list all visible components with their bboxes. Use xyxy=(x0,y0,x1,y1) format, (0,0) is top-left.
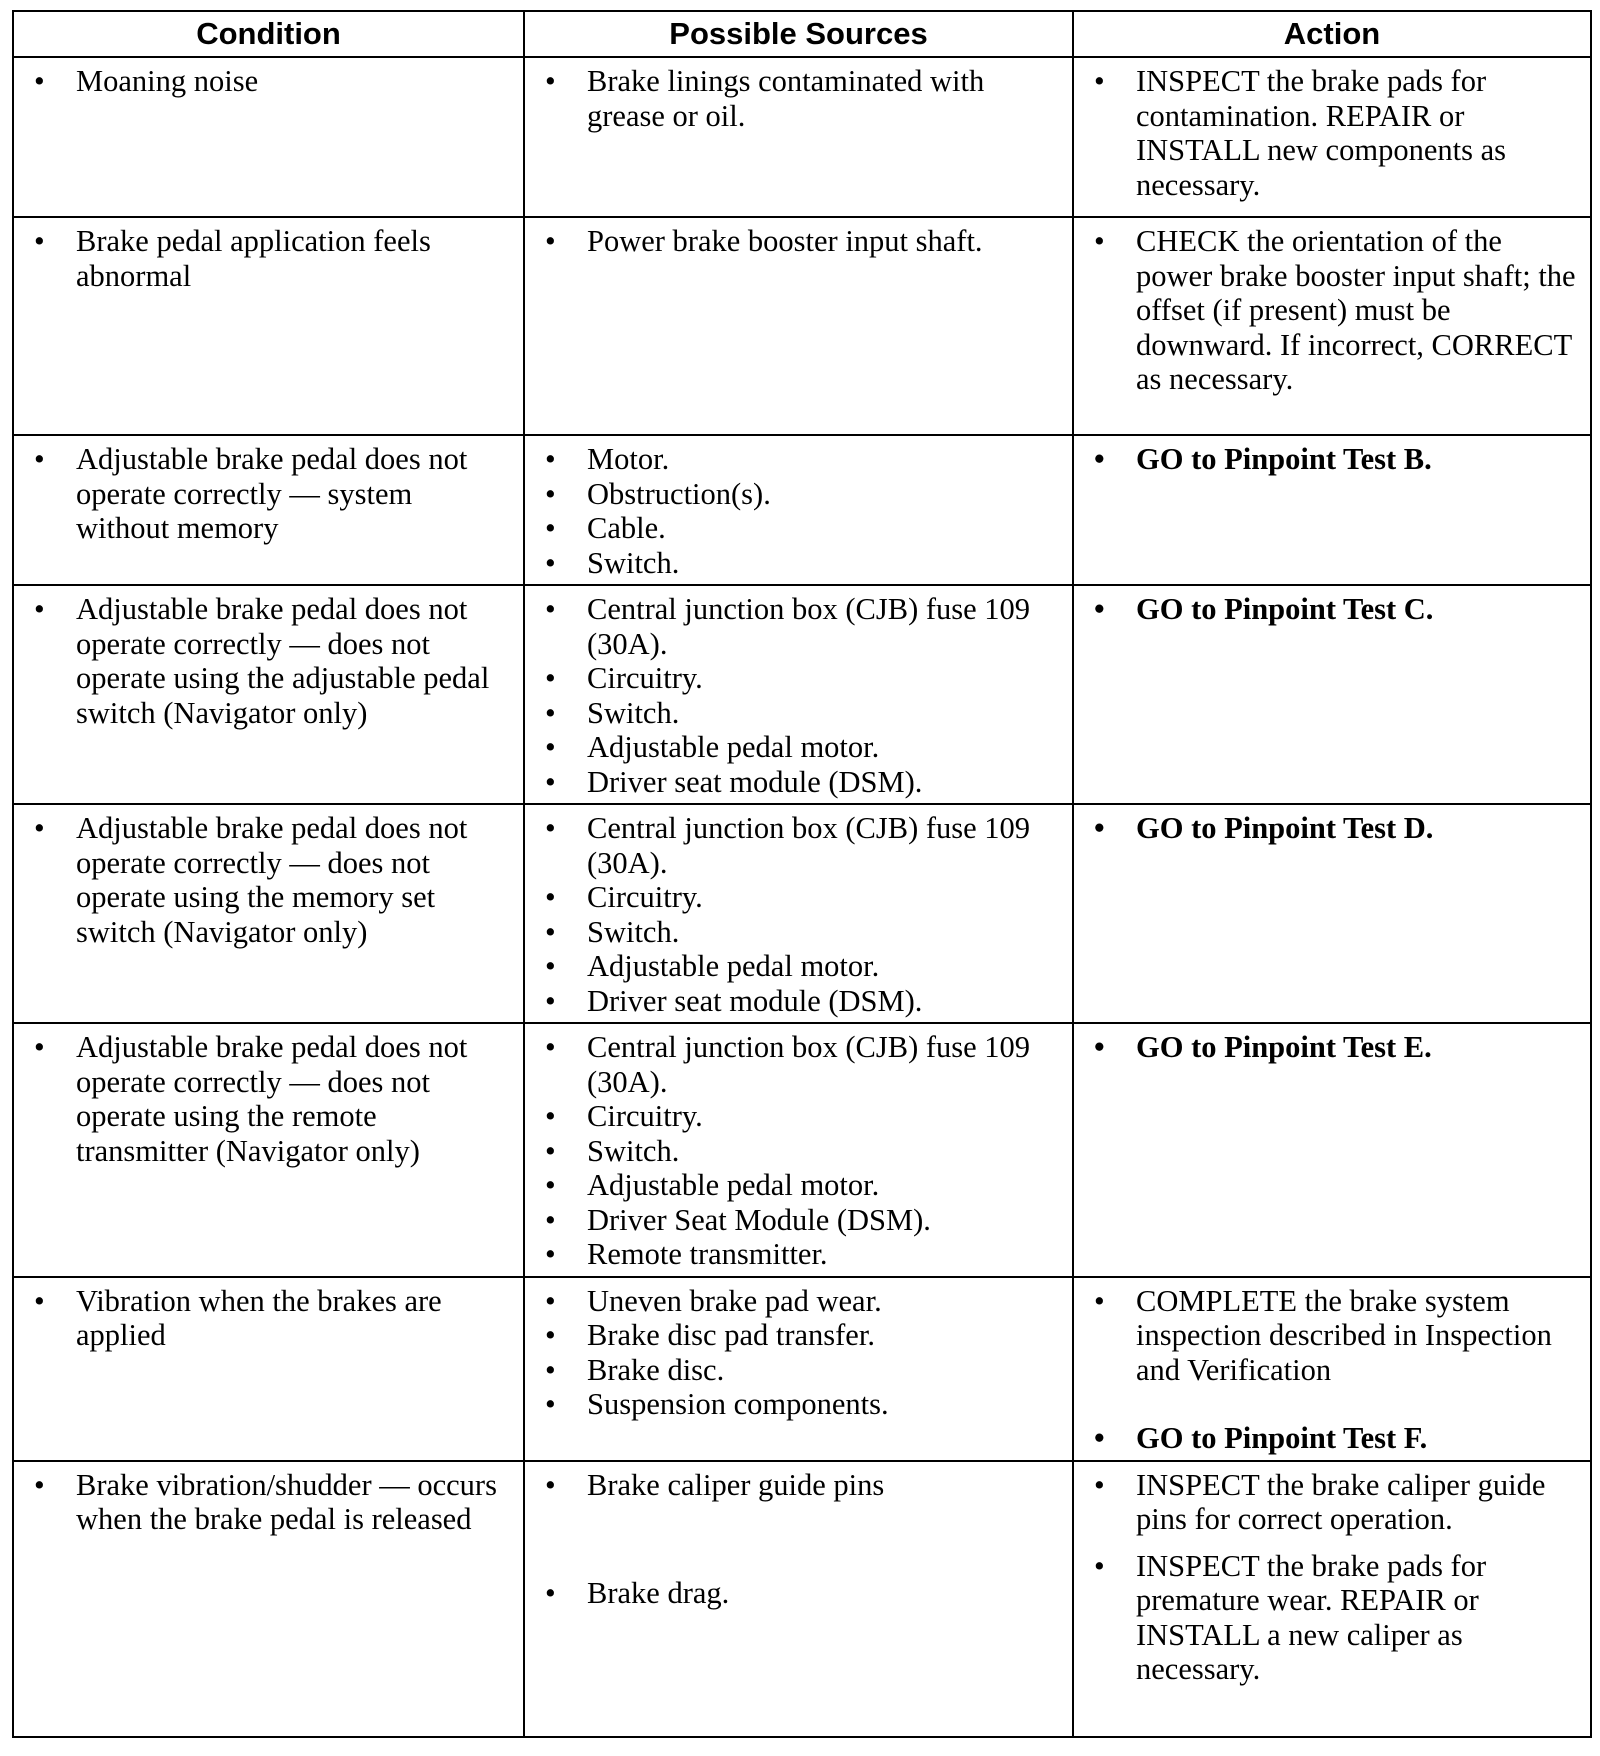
list-item: • Adjustable pedal motor. xyxy=(539,1168,1062,1203)
list-item: • Brake vibration/shudder — occurs when the brake pedal is released xyxy=(28,1468,513,1537)
header-action: Action xyxy=(1073,11,1591,57)
sources-cell xyxy=(524,804,1073,1023)
list-item: • Adjustable brake pedal does not operate correctly — system without memory xyxy=(28,442,513,546)
condition-cell xyxy=(13,804,524,1023)
table-row xyxy=(13,804,1591,1023)
header-possible-sources: Possible Sources xyxy=(524,11,1073,57)
list-item: • Brake drag. xyxy=(539,1576,1062,1611)
sources-cell xyxy=(524,57,1073,217)
list-item: • Motor. xyxy=(539,442,1062,477)
condition-cell xyxy=(13,57,524,217)
sources-cell xyxy=(524,1023,1073,1277)
list-item: • Circuitry. xyxy=(539,880,1062,915)
table-row xyxy=(13,585,1591,804)
list-item: • Circuitry. xyxy=(539,661,1062,696)
list-item: • Brake pedal application feels abnormal xyxy=(28,224,513,293)
table-header-row xyxy=(13,11,1591,57)
list-item: • Central junction box (CJB) fuse 109 (30A). xyxy=(539,1030,1062,1099)
list-item: • Driver Seat Module (DSM). xyxy=(539,1203,1062,1238)
list-item: • Switch. xyxy=(539,696,1062,731)
list-item: • Central junction box (CJB) fuse 109 (30A). xyxy=(539,592,1062,661)
list-item: • Moaning noise xyxy=(28,64,513,99)
condition-cell xyxy=(13,435,524,585)
list-item: • Central junction box (CJB) fuse 109 (30A). xyxy=(539,811,1062,880)
list-item: • Adjustable brake pedal does not operate correctly — does not operate using the adjustable pedal switch (Navigator only) xyxy=(28,592,513,730)
table-row xyxy=(13,435,1591,585)
condition-cell xyxy=(13,1023,524,1277)
list-item: • Brake linings contaminated with grease or oil. xyxy=(539,64,1062,133)
list-item: • Adjustable brake pedal does not operate correctly — does not operate using the memory set switch (Navigator only) xyxy=(28,811,513,949)
header-condition: Condition xyxy=(13,11,524,57)
list-item: • Driver seat module (DSM). xyxy=(539,765,1062,800)
action-cell xyxy=(1073,1277,1591,1461)
list-item: • Vibration when the brakes are applied xyxy=(28,1284,513,1353)
symptom-chart-table xyxy=(12,10,1592,1738)
action-cell xyxy=(1073,585,1591,804)
table-row xyxy=(13,1277,1591,1461)
table-row xyxy=(13,217,1591,435)
condition-cell xyxy=(13,1461,524,1737)
list-item: • Switch. xyxy=(539,1134,1062,1169)
list-item: • INSPECT the brake caliper guide pins for correct operation. xyxy=(1088,1468,1580,1537)
list-item: • Adjustable pedal motor. xyxy=(539,949,1062,984)
condition-cell xyxy=(13,1277,524,1461)
action-cell xyxy=(1073,1023,1591,1277)
list-item: • CHECK the orientation of the power brake booster input shaft; the offset (if present) must be downward. If incorrect, CORRECT as necessary. xyxy=(1088,224,1580,397)
action-cell xyxy=(1073,1461,1591,1737)
sources-cell xyxy=(524,435,1073,585)
list-item: • Brake disc pad transfer. xyxy=(539,1318,1062,1353)
condition-cell xyxy=(13,585,524,804)
list-item: • Cable. xyxy=(539,511,1062,546)
list-item: • Obstruction(s). xyxy=(539,477,1062,512)
table-row xyxy=(13,1461,1591,1737)
list-item: • Uneven brake pad wear. xyxy=(539,1284,1062,1319)
action-cell xyxy=(1073,435,1591,585)
pinpoint-test-link: • GO to Pinpoint Test F. xyxy=(1088,1421,1580,1456)
list-item: • Remote transmitter. xyxy=(539,1237,1062,1272)
list-item: • Switch. xyxy=(539,915,1062,950)
list-item: • INSPECT the brake pads for premature wear. REPAIR or INSTALL a new caliper as necessary. xyxy=(1088,1549,1580,1687)
list-item: • Adjustable brake pedal does not operate correctly — does not operate using the remote transmitter (Navigator only) xyxy=(28,1030,513,1168)
list-item: • Suspension components. xyxy=(539,1387,1062,1422)
table-row xyxy=(13,1023,1591,1277)
list-item: • Power brake booster input shaft. xyxy=(539,224,1062,259)
list-item: • Brake disc. xyxy=(539,1353,1062,1388)
sources-cell xyxy=(524,217,1073,435)
sources-cell xyxy=(524,1461,1073,1737)
list-item: • Driver seat module (DSM). xyxy=(539,984,1062,1019)
pinpoint-test-link: • GO to Pinpoint Test D. xyxy=(1088,811,1580,846)
action-cell xyxy=(1073,804,1591,1023)
list-item: • INSPECT the brake pads for contamination. REPAIR or INSTALL new components as necessary. xyxy=(1088,64,1580,202)
action-cell xyxy=(1073,217,1591,435)
pinpoint-test-link: • GO to Pinpoint Test E. xyxy=(1088,1030,1580,1065)
diagnosis-table-sheet xyxy=(12,10,1590,1738)
table-row xyxy=(13,57,1591,217)
condition-cell xyxy=(13,217,524,435)
sources-cell xyxy=(524,585,1073,804)
pinpoint-test-link: • GO to Pinpoint Test C. xyxy=(1088,592,1580,627)
action-cell xyxy=(1073,57,1591,217)
pinpoint-test-link: • GO to Pinpoint Test B. xyxy=(1088,442,1580,477)
list-item: • Circuitry. xyxy=(539,1099,1062,1134)
list-item: • Brake caliper guide pins xyxy=(539,1468,1062,1503)
list-item: • COMPLETE the brake system inspection described in Inspection and Verification xyxy=(1088,1284,1580,1388)
list-item: • Adjustable pedal motor. xyxy=(539,730,1062,765)
sources-cell xyxy=(524,1277,1073,1461)
list-item: • Switch. xyxy=(539,546,1062,581)
